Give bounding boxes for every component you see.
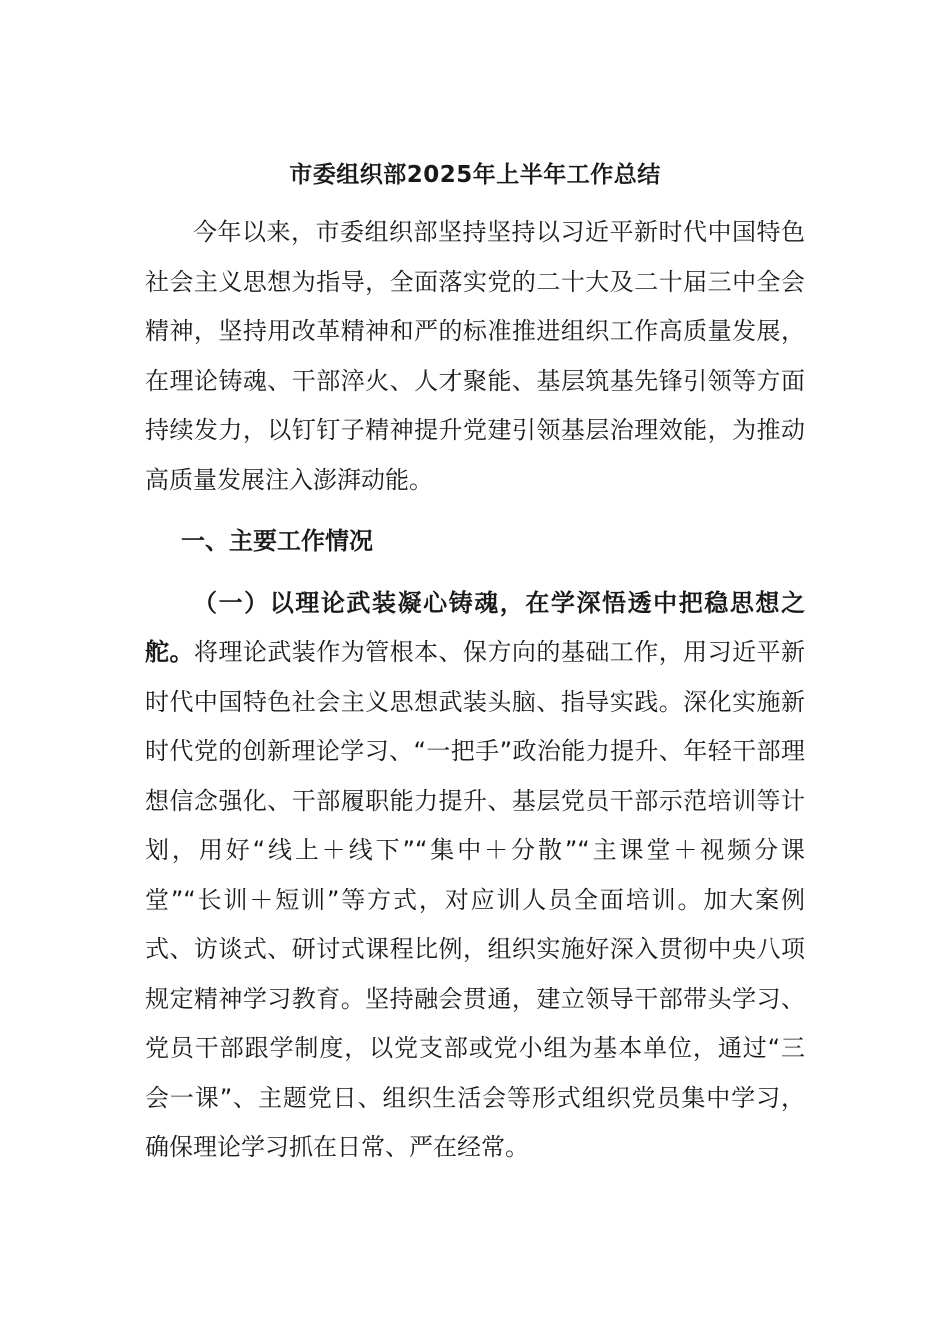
subsection-heading: （一）以理论武装凝心铸魂，在学深悟透中把稳思想之舵。	[145, 588, 805, 666]
subsection-body: 将理论武装作为管根本、保方向的基础工作，用习近平新时代中国特色社会主义思想武装头脑、指导实践。深化实施新时代党的创新理论学习、“一把手”政治能力提升、年轻干部理想信念强化、干部履职能力提升、基层党员干部示范培训等计划，用好“线上＋线下”“集中＋分散”“主课堂＋视频分课堂”“长训＋短训”等方式，对应训人员全面培训。加大案例式、访谈式、研讨式课程比例，组织实施好深入贯彻中央八项规定精神学习教育。坚持融会贯通，建立领导干部带头学习、党员干部跟学制度，以党支部或党小组为基本单位，通过“三会一课”、主题党日、组织生活会等形式组织党员集中学习，确保理论学习抓在日常、严在经常。	[145, 638, 806, 1161]
section-heading: 一、主要工作情况	[181, 527, 373, 555]
document-body	[145, 150, 805, 1173]
document-title: 市委组织部2025年上半年工作总结	[289, 162, 661, 188]
subsection-paragraph	[145, 579, 805, 1173]
intro-paragraph: 今年以来，市委组织部坚持坚持以习近平新时代中国特色社会主义思想为指导，全面落实党的二十大及二十届三中全会精神，坚持用改革精神和严的标准推进组织工作高质量发展，在理论铸魂、干部淬火、人才聚能、基层筑基先锋引领等方面持续发力，以钉钉子精神提升党建引领基层治理效能，为推动高质量发展注入澎湃动能。	[145, 218, 805, 494]
